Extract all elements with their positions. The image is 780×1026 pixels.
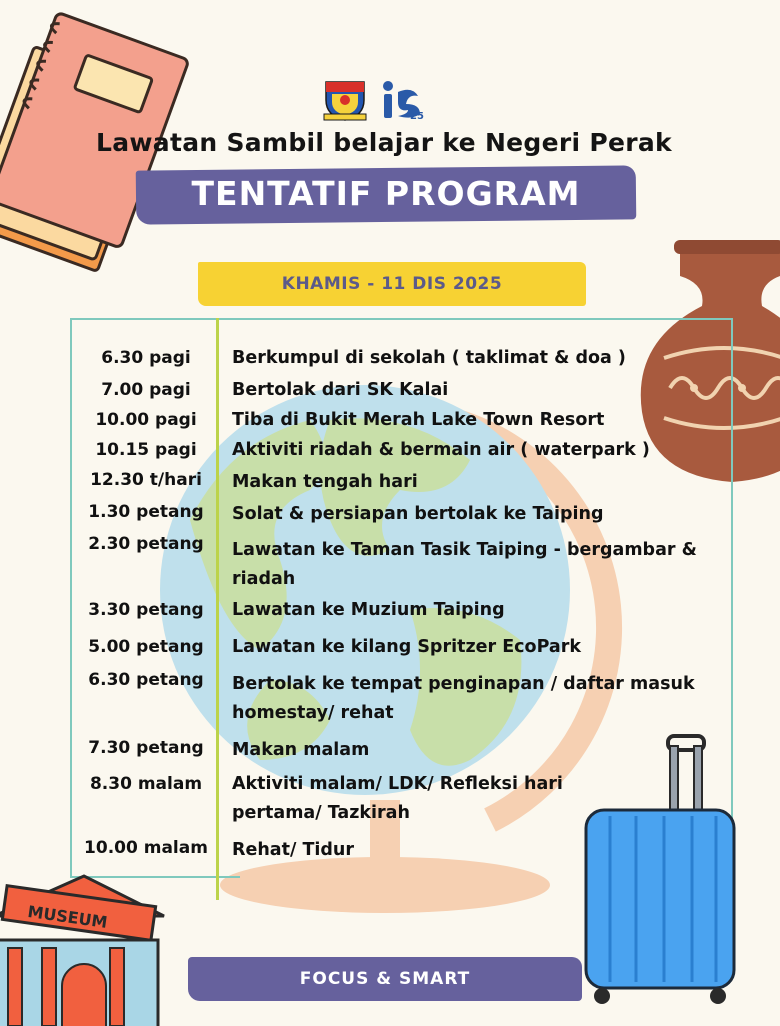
schedule-time: 6.30 petang [88, 670, 204, 690]
footer-label: FOCUS & SMART [299, 969, 471, 989]
schedule-activity: Lawatan ke kilang Spritzer EcoPark [232, 637, 582, 657]
schedule-activity: Lawatan ke Muzium Taiping [232, 600, 505, 620]
school-crest-logo [322, 78, 368, 122]
schedule-time: 7.30 petang [88, 738, 204, 758]
schedule-activity: Solat & persiapan bertolak ke Taiping [232, 504, 604, 524]
page-title: Lawatan Sambil belajar ke Negeri Perak [96, 128, 672, 157]
schedule-time: 6.30 pagi [101, 348, 191, 368]
schedule-activity: Aktiviti malam/ LDK/ Refleksi hari pertama/ Tazkirah [232, 774, 563, 823]
schedule-time: 12.30 t/hari [90, 470, 202, 490]
schedule-activity: Lawatan ke Taman Tasik Taiping - bergambar & riadah [232, 540, 697, 589]
schedule-activity: Makan malam [232, 740, 370, 760]
schedule-activity: Aktiviti riadah & bermain air ( waterpark ) [232, 440, 650, 460]
museum-building-icon [0, 876, 174, 1026]
schedule-time: 8.30 malam [89, 774, 203, 794]
anniversary-25-logo [376, 78, 422, 122]
schedule-activity: Rehat/ Tidur [232, 840, 355, 860]
schedule-time: 2.30 petang [88, 534, 204, 554]
schedule-activity: Tiba di Bukit Merah Lake Town Resort [232, 410, 605, 430]
schedule-time: 1.30 petang [88, 502, 204, 522]
schedule-time: 3.30 petang [88, 600, 204, 620]
schedule-activity: Bertolak ke tempat penginapan / daftar masuk homestay/ rehat [232, 674, 695, 723]
table-border-left [70, 318, 72, 878]
table-border-top [70, 318, 732, 320]
schedule-time: 10.00 malam [84, 838, 208, 858]
schedule-time: 7.00 pagi [101, 380, 191, 400]
column-divider [216, 318, 219, 900]
schedule-activity: Berkumpul di sekolah ( taklimat & doa ) [232, 348, 626, 368]
schedule-activity: Bertolak dari SK Kalai [232, 380, 449, 400]
suitcase-icon [580, 734, 740, 1006]
svg-text:MUSEUM: MUSEUM [26, 901, 109, 932]
day-label: KHAMIS - 11 DIS 2025 [281, 274, 503, 294]
banner-text: TENTATIF PROGRAM [191, 174, 581, 213]
schedule-time: 10.15 pagi [95, 440, 197, 460]
svg-text:25: 25 [410, 111, 424, 122]
schedule-activity: Makan tengah hari [232, 472, 418, 492]
schedule-time: 10.00 pagi [95, 410, 197, 430]
schedule-time: 5.00 petang [88, 637, 204, 657]
